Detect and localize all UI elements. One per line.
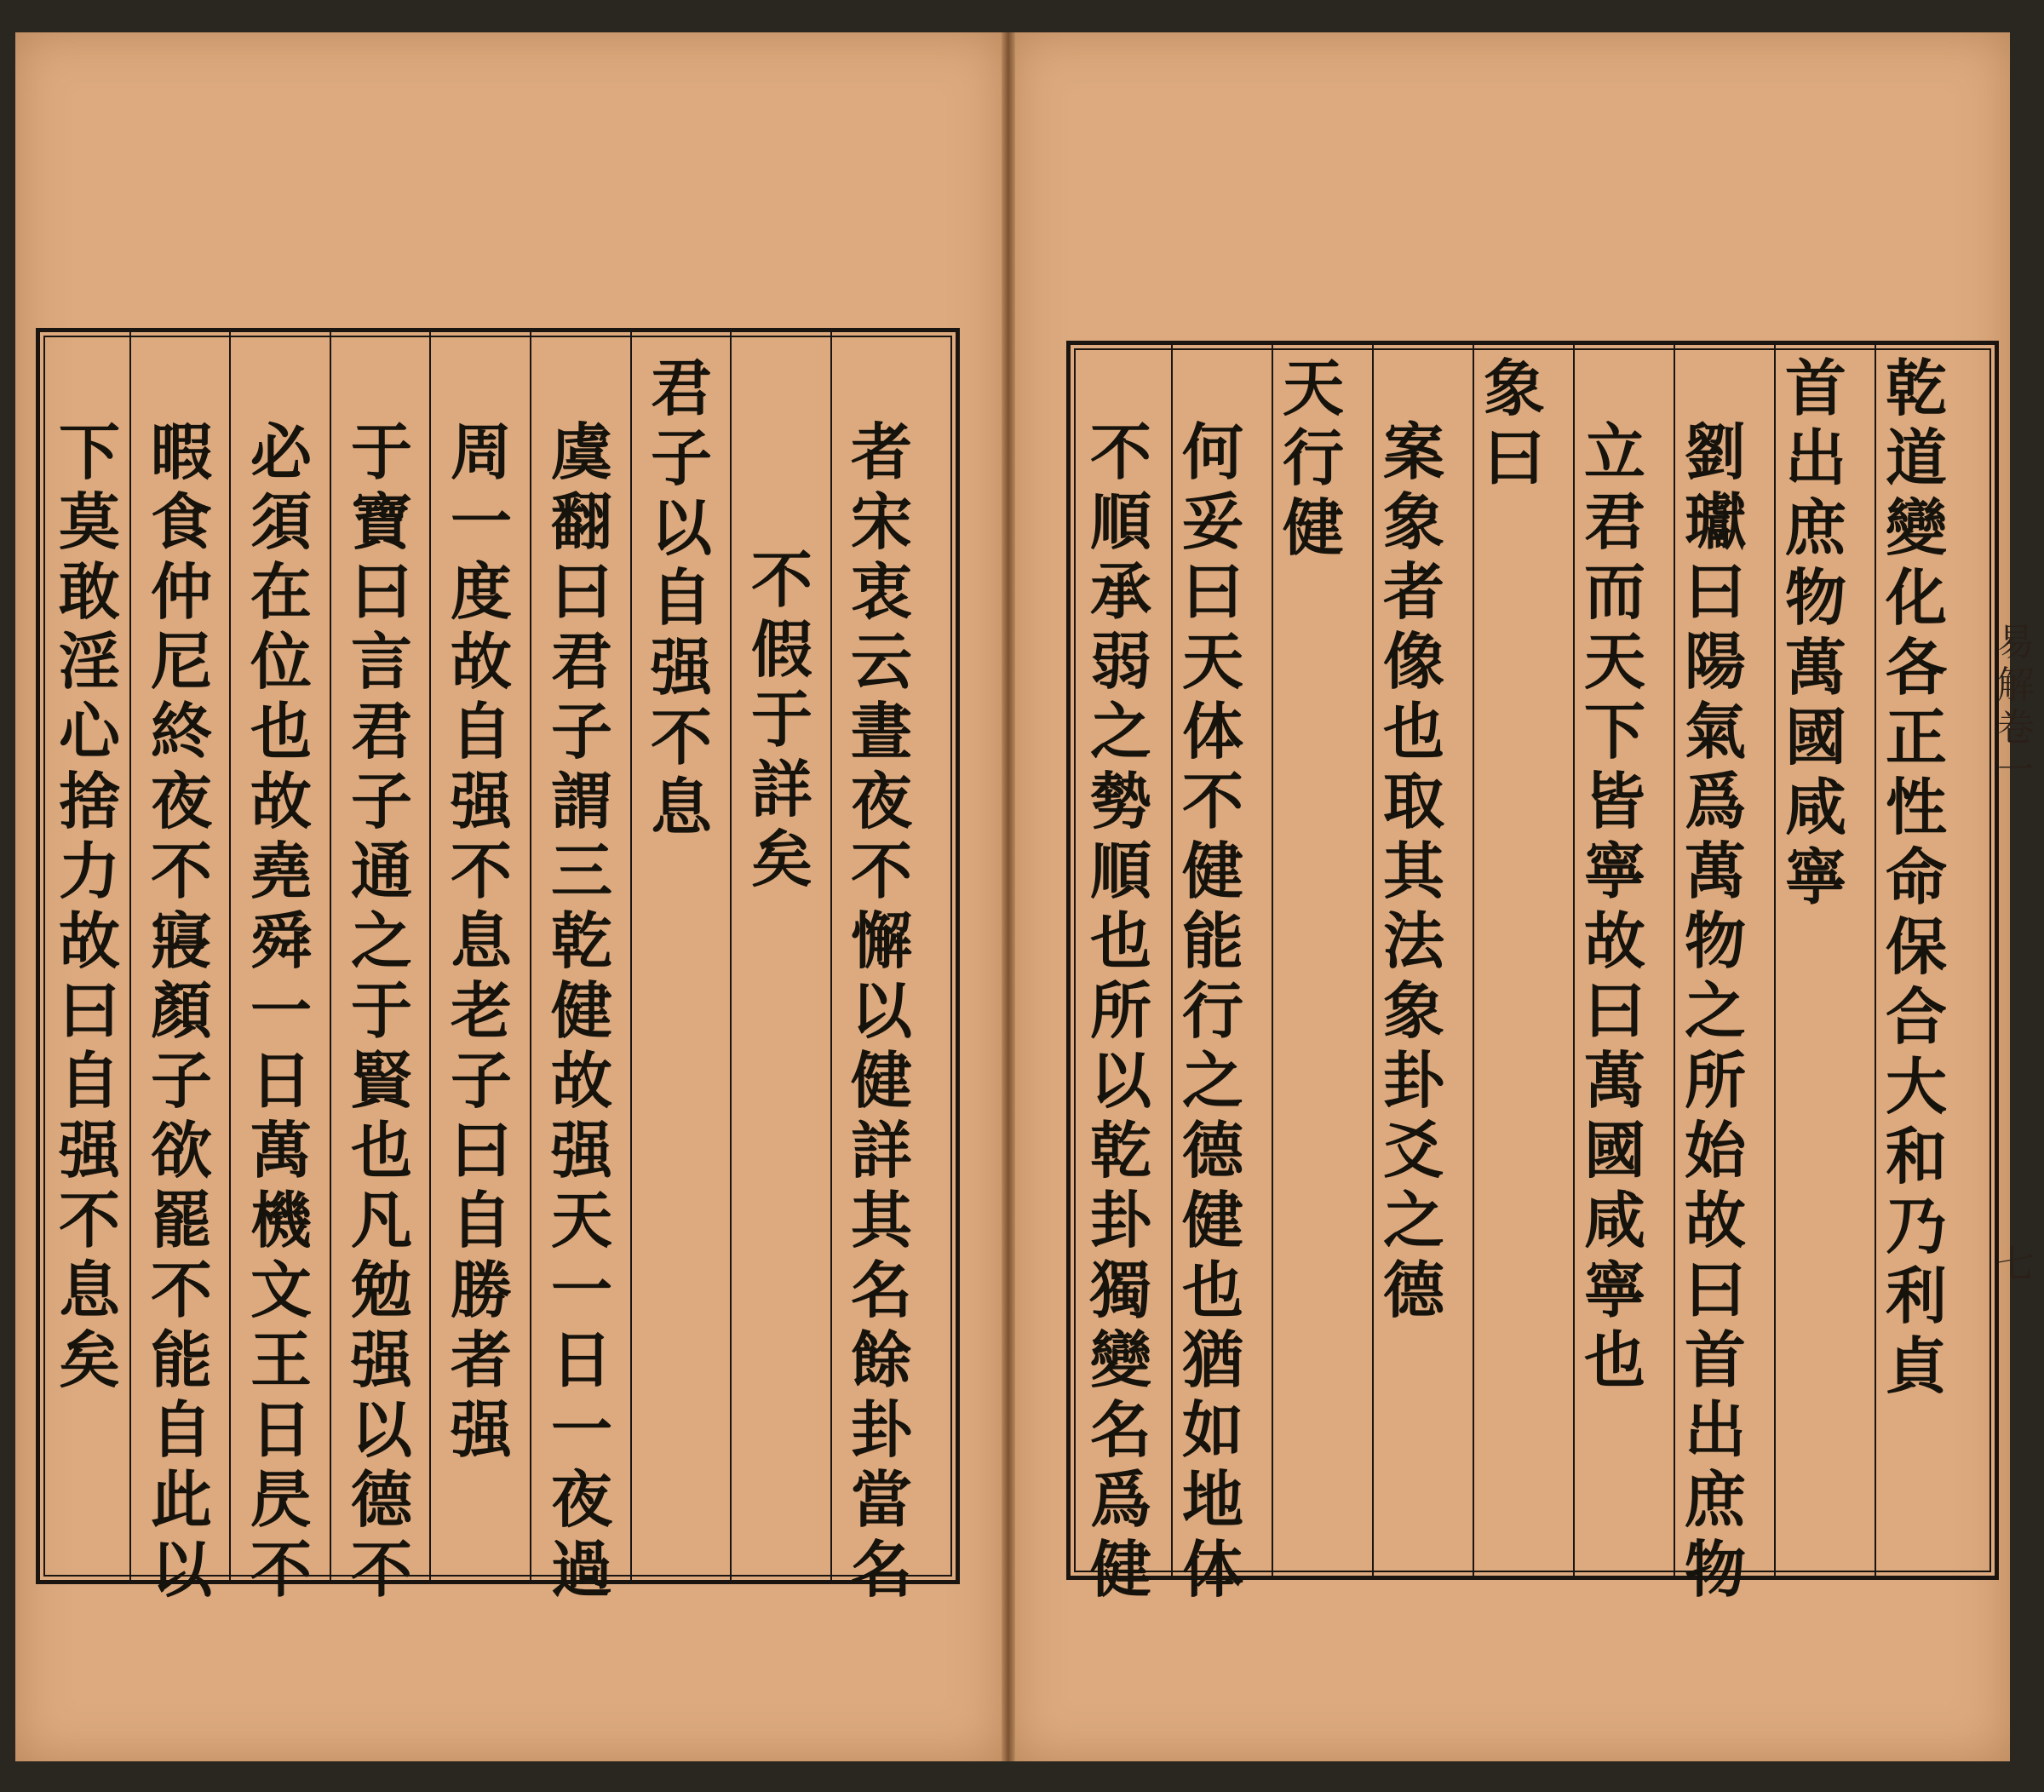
glyph: 矣 (58, 1324, 120, 1396)
glyph: 故 (550, 1044, 612, 1117)
glyph: 物 (1784, 561, 1846, 634)
glyph: 之 (1089, 695, 1151, 767)
glyph: 之 (1382, 1184, 1444, 1256)
glyph: 合 (1885, 980, 1947, 1053)
glyph: 不 (150, 835, 212, 907)
glyph: 懈 (850, 905, 912, 977)
glyph: 德 (1382, 1254, 1444, 1326)
glyph: 日 (550, 1324, 612, 1396)
glyph: 國 (1784, 701, 1846, 773)
glyph: 自 (150, 1393, 212, 1466)
glyph: 息 (58, 1254, 120, 1326)
glyph: 曰 (1583, 974, 1645, 1047)
column-rule (229, 332, 231, 1580)
glyph: 保 (1885, 910, 1947, 983)
glyph: 也 (1583, 1324, 1645, 1396)
glyph: 也 (350, 1114, 412, 1186)
glyph: 其 (1382, 835, 1444, 907)
glyph: 象 (1382, 485, 1444, 558)
glyph: 能 (1181, 905, 1243, 977)
glyph: 故 (58, 905, 120, 977)
glyph: 順 (1089, 485, 1151, 558)
glyph: 健 (850, 1044, 912, 1117)
glyph: 像 (1382, 625, 1444, 698)
glyph: 欲 (150, 1114, 212, 1186)
glyph: 曰 (1684, 1254, 1746, 1326)
glyph: 衷 (850, 555, 912, 628)
glyph: 不 (650, 701, 712, 773)
glyph: 寧 (1583, 1254, 1645, 1326)
glyph: 詳 (750, 753, 812, 825)
glyph: 自 (450, 1184, 512, 1256)
glyph: 利 (1885, 1260, 1947, 1332)
glyph: 詳 (850, 1114, 912, 1186)
page-number (1997, 1243, 2035, 1286)
glyph: 虞 (550, 416, 612, 488)
glyph: 以 (350, 1393, 412, 1466)
book-fold (1002, 32, 1015, 1761)
glyph: 此 (150, 1463, 212, 1536)
glyph: 曰 (1684, 555, 1746, 628)
glyph: 國 (1583, 1114, 1645, 1186)
glyph: 曰 (450, 1114, 512, 1186)
glyph: 度 (450, 555, 512, 628)
column-rule (330, 332, 331, 1580)
glyph: 君 (350, 695, 412, 767)
glyph: 不 (750, 543, 812, 616)
glyph: 于 (750, 683, 812, 755)
column-rule (830, 332, 832, 1580)
glyph: 以 (150, 1533, 212, 1605)
glyph: 獨 (1089, 1254, 1151, 1326)
glyph: 能 (150, 1324, 212, 1396)
glyph: 子 (650, 422, 712, 494)
glyph: 命 (1885, 841, 1947, 913)
glyph: 七 (1997, 1243, 2035, 1286)
glyph: 日 (250, 1044, 312, 1117)
glyph: 庶 (1784, 491, 1846, 564)
glyph: 强 (58, 1114, 120, 1186)
glyph: 者 (450, 1324, 512, 1396)
glyph: 子 (550, 695, 612, 767)
text-column (739, 545, 824, 894)
glyph: 周 (450, 416, 512, 488)
glyph: 出 (1684, 1393, 1746, 1466)
glyph: 王 (250, 1324, 312, 1396)
glyph: 子 (150, 1044, 212, 1117)
glyph: 物 (1684, 905, 1746, 977)
glyph: 地 (1181, 1463, 1243, 1536)
text-column (839, 417, 924, 1605)
glyph: 謂 (550, 765, 612, 837)
glyph: 寧 (1583, 835, 1645, 907)
glyph: 故 (1684, 1184, 1746, 1256)
glyph: 立 (1583, 416, 1645, 488)
glyph: 之 (1181, 1044, 1243, 1117)
text-column (439, 417, 524, 1465)
glyph: 矣 (750, 823, 812, 895)
text-column (1874, 353, 1959, 1401)
glyph: 天 (1282, 352, 1344, 424)
glyph: 三 (550, 835, 612, 907)
text-column (139, 417, 224, 1605)
glyph: 曰 (350, 555, 412, 628)
glyph: 乾 (1089, 1114, 1151, 1186)
text-column (1170, 417, 1255, 1605)
glyph: 舜 (250, 905, 312, 977)
glyph: 食 (150, 485, 212, 558)
glyph: 不 (350, 1533, 412, 1605)
glyph: 卦 (850, 1393, 912, 1466)
glyph: 猶 (1181, 1324, 1243, 1396)
glyph: 也 (250, 695, 312, 767)
text-column (238, 417, 324, 1605)
glyph: 庶 (1684, 1463, 1746, 1536)
glyph: 化 (1885, 561, 1947, 634)
glyph: 自 (58, 1044, 120, 1117)
glyph: 當 (850, 1463, 912, 1536)
glyph: 于 (350, 416, 412, 488)
column-rule (730, 332, 732, 1580)
glyph: 自 (450, 695, 512, 767)
glyph: 劉 (1684, 416, 1746, 488)
glyph: 在 (250, 555, 312, 628)
glyph: 健 (1282, 491, 1344, 564)
glyph: 乾 (1885, 352, 1947, 424)
glyph: 其 (850, 1184, 912, 1256)
glyph: 瓛 (1684, 485, 1746, 558)
glyph: 夜 (150, 765, 212, 837)
glyph: 敢 (58, 555, 120, 628)
glyph: 也 (1382, 695, 1444, 767)
glyph: 一 (550, 1393, 612, 1466)
text-column (1673, 417, 1758, 1605)
glyph: 承 (1089, 555, 1151, 628)
glyph: 健 (550, 974, 612, 1047)
glyph: 道 (1885, 422, 1947, 494)
glyph: 曰 (550, 555, 612, 628)
glyph: 乃 (1885, 1190, 1947, 1262)
glyph: 假 (750, 613, 812, 686)
glyph: 不 (850, 835, 912, 907)
glyph: 天 (1583, 625, 1645, 698)
glyph: 變 (1885, 491, 1947, 564)
glyph: 健 (1089, 1533, 1151, 1605)
glyph: 故 (450, 625, 512, 698)
glyph: 淫 (58, 625, 120, 698)
glyph: 一 (550, 1254, 612, 1326)
glyph: 皆 (1583, 765, 1645, 837)
glyph: 萬 (1784, 631, 1846, 704)
glyph: 君 (650, 352, 712, 424)
glyph: 正 (1885, 701, 1947, 773)
glyph: 象 (1382, 974, 1444, 1047)
glyph: 宋 (850, 485, 912, 558)
glyph: 天 (1181, 625, 1243, 698)
glyph: 爲 (1684, 765, 1746, 837)
glyph: 不 (250, 1533, 312, 1605)
glyph: 弱 (1089, 625, 1151, 698)
glyph: 文 (250, 1254, 312, 1326)
glyph: 法 (1382, 905, 1444, 977)
glyph: 不 (1181, 765, 1243, 837)
glyph: 健 (1181, 1184, 1243, 1256)
glyph: 解 (1997, 663, 2035, 707)
glyph: 而 (1583, 555, 1645, 628)
text-column (639, 353, 724, 842)
glyph: 性 (1885, 771, 1947, 843)
glyph: 卦 (1089, 1184, 1151, 1256)
glyph: 也 (1089, 905, 1151, 977)
glyph: 曰 (1483, 422, 1545, 494)
glyph: 勢 (1089, 765, 1151, 837)
glyph: 老 (450, 974, 512, 1047)
glyph: 終 (150, 695, 212, 767)
glyph: 夜 (850, 765, 912, 837)
text-column (1773, 353, 1858, 912)
glyph: 以 (1089, 1044, 1151, 1117)
glyph: 不 (58, 1184, 120, 1256)
glyph: 須 (250, 485, 312, 558)
glyph: 故 (250, 765, 312, 837)
glyph: 一 (250, 974, 312, 1047)
glyph: 妥 (1181, 485, 1243, 558)
glyph: 强 (650, 631, 712, 704)
glyph: 位 (250, 625, 312, 698)
glyph: 變 (1089, 1324, 1151, 1396)
glyph: 物 (1684, 1533, 1746, 1605)
glyph: 自 (650, 561, 712, 634)
glyph: 言 (350, 625, 412, 698)
glyph: 行 (1181, 974, 1243, 1047)
glyph: 所 (1089, 974, 1151, 1047)
glyph: 咸 (1583, 1184, 1645, 1256)
glyph: 捨 (58, 765, 120, 837)
glyph: 案 (1382, 416, 1444, 488)
glyph: 通 (350, 835, 412, 907)
glyph: 下 (58, 416, 120, 488)
glyph: 卦 (1382, 1044, 1444, 1117)
text-column (1078, 417, 1163, 1605)
glyph: 暇 (150, 416, 212, 488)
glyph: 息 (650, 771, 712, 843)
glyph: 大 (1885, 1050, 1947, 1123)
glyph: 之 (350, 905, 412, 977)
column-rule (429, 332, 431, 1580)
glyph: 不 (450, 835, 512, 907)
glyph: 夜 (550, 1463, 612, 1536)
glyph: 寢 (150, 905, 212, 977)
glyph: 堯 (250, 835, 312, 907)
glyph: 子 (350, 765, 412, 837)
glyph: 乾 (550, 905, 612, 977)
glyph: 寶 (350, 485, 412, 558)
glyph: 者 (1382, 555, 1444, 628)
glyph: 强 (350, 1324, 412, 1396)
glyph: 云 (850, 625, 912, 698)
glyph: 也 (1181, 1254, 1243, 1326)
text-column (1271, 353, 1356, 563)
glyph: 和 (1885, 1120, 1947, 1192)
glyph: 易 (1997, 621, 2035, 664)
glyph: 下 (1583, 695, 1645, 767)
glyph: 爲 (1089, 1463, 1151, 1536)
glyph: 翻 (550, 485, 612, 558)
glyph: 强 (450, 765, 512, 837)
glyph: 体 (1181, 1533, 1243, 1605)
text-column (1371, 417, 1456, 1325)
glyph: 機 (250, 1184, 312, 1256)
glyph: 曰 (1181, 555, 1243, 628)
glyph: 以 (850, 974, 912, 1047)
glyph: 首 (1784, 352, 1846, 424)
glyph: 之 (1684, 974, 1746, 1047)
glyph: 强 (450, 1393, 512, 1466)
text-column (1572, 417, 1657, 1395)
glyph: 勝 (450, 1254, 512, 1326)
glyph: 何 (1181, 416, 1243, 488)
glyph: 始 (1684, 1114, 1746, 1186)
glyph: 顏 (150, 974, 212, 1047)
glyph: 寧 (1784, 841, 1846, 913)
glyph: 名 (850, 1533, 912, 1605)
glyph: 仲 (150, 555, 212, 628)
glyph: 故 (1583, 905, 1645, 977)
glyph: 陽 (1684, 625, 1746, 698)
glyph: 以 (650, 491, 712, 564)
glyph: 息 (450, 905, 512, 977)
glyph: 咸 (1784, 771, 1846, 843)
text-column (1472, 353, 1557, 493)
glyph: 一 (450, 485, 512, 558)
glyph: 貞 (1885, 1330, 1947, 1402)
glyph: 爻 (1382, 1114, 1444, 1186)
glyph: 萬 (250, 1114, 312, 1186)
glyph: 過 (550, 1533, 612, 1605)
running-title (1997, 622, 2035, 792)
glyph: 不 (1089, 416, 1151, 488)
column-rule (530, 332, 531, 1580)
glyph: 莫 (58, 485, 120, 558)
glyph: 晝 (850, 695, 912, 767)
glyph: 子 (450, 1044, 512, 1117)
glyph: 力 (58, 835, 120, 907)
glyph: 必 (250, 416, 312, 488)
glyph: 强 (550, 1114, 612, 1186)
text-column (339, 417, 424, 1605)
glyph: 象 (1483, 352, 1545, 424)
glyph: 順 (1089, 835, 1151, 907)
glyph: 行 (1282, 422, 1344, 494)
glyph: 卷 (1997, 706, 2035, 750)
glyph: 所 (1684, 1044, 1746, 1117)
glyph: 萬 (1684, 835, 1746, 907)
glyph: 天 (550, 1184, 612, 1256)
glyph: 曰 (58, 974, 120, 1047)
glyph: 日 (250, 1393, 312, 1466)
glyph: 首 (1684, 1324, 1746, 1396)
glyph: 餘 (850, 1324, 912, 1396)
glyph: 健 (1181, 835, 1243, 907)
glyph: 于 (350, 974, 412, 1047)
glyph: 君 (1583, 485, 1645, 558)
glyph: 各 (1885, 631, 1947, 704)
glyph: 如 (1181, 1393, 1243, 1466)
column-rule (630, 332, 632, 1580)
glyph: 勉 (350, 1254, 412, 1326)
glyph: 罷 (150, 1184, 212, 1256)
glyph: 昃 (250, 1463, 312, 1536)
glyph: 氣 (1684, 695, 1746, 767)
glyph: 名 (850, 1254, 912, 1326)
glyph: 君 (550, 625, 612, 698)
column-rule (1473, 345, 1474, 1576)
glyph: 出 (1784, 422, 1846, 494)
glyph: 德 (1181, 1114, 1243, 1186)
glyph: 者 (850, 416, 912, 488)
glyph: 名 (1089, 1393, 1151, 1466)
glyph: 德 (350, 1463, 412, 1536)
glyph: 賢 (350, 1044, 412, 1117)
glyph: 体 (1181, 695, 1243, 767)
glyph: 一 (1997, 749, 2035, 792)
glyph: 凡 (350, 1184, 412, 1256)
text-column (47, 417, 132, 1395)
glyph: 取 (1382, 765, 1444, 837)
glyph: 不 (150, 1254, 212, 1326)
glyph: 萬 (1583, 1044, 1645, 1117)
glyph: 心 (58, 695, 120, 767)
glyph: 尼 (150, 625, 212, 698)
text-column (539, 417, 624, 1605)
